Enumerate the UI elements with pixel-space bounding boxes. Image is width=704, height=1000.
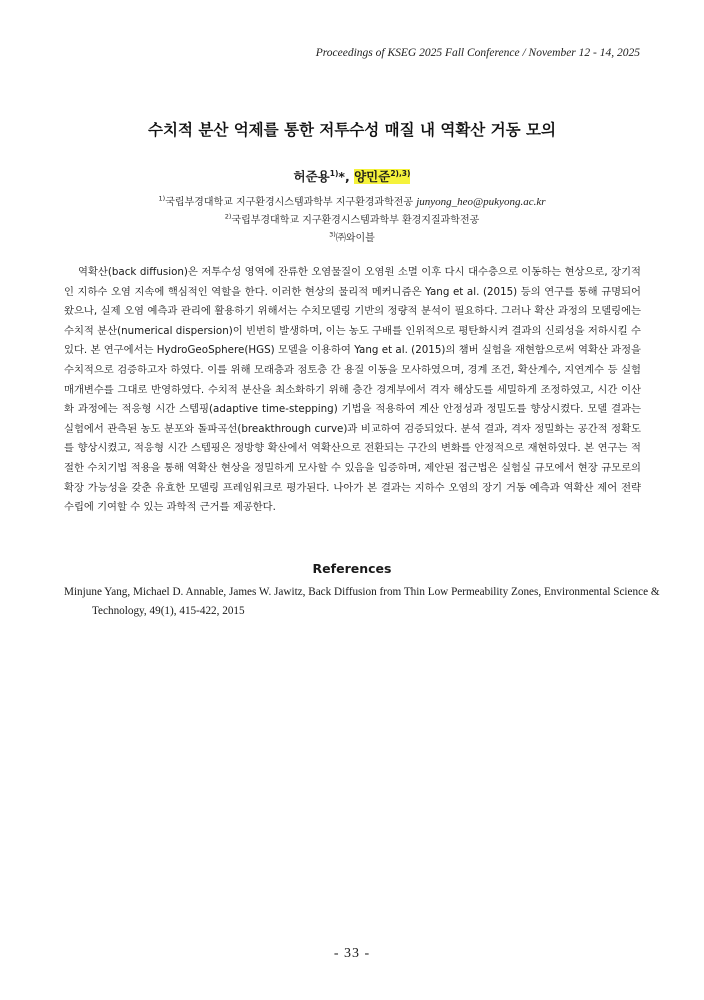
affiliation-1-mark: 1) — [158, 194, 166, 203]
author-email: junyong_heo@pukyong.ac.kr — [416, 196, 546, 208]
reference-item: Minjune Yang, Michael D. Annable, James W. Jawitz, Back Diffusion from Thin Low Permeability Zones, Environmental Science & Technology, 49(1), 415-422, 2015 — [64, 586, 660, 617]
author-1-name: 허준용 — [293, 169, 330, 184]
author-2-name: 양민준 — [354, 169, 391, 184]
affiliation-1-text: 국립부경대학교 지구환경시스템과학부 지구환경과학전공 — [165, 197, 417, 208]
corresponding-author-mark: * — [338, 169, 345, 184]
paper-title: 수치적 분산 억제를 통한 저투수성 매질 내 역확산 거동 모의 — [148, 121, 556, 139]
author-1-affiliation-mark: 1) — [329, 168, 339, 178]
affiliation-3-text: ㈜와이블 — [335, 233, 375, 244]
affiliation-2-text: 국립부경대학교 지구환경시스템과학부 환경지질과학전공 — [231, 215, 480, 226]
running-header: Proceedings of KSEG 2025 Fall Conference / November 12 - 14, 2025 — [315, 47, 640, 59]
author-separator: , — [344, 169, 355, 184]
author-2-affiliation-mark: 2),3) — [390, 168, 411, 178]
author-2-highlighted — [354, 169, 410, 184]
affiliation-2 — [0, 211, 704, 226]
affiliation-1 — [0, 193, 704, 208]
page-number: - 33 - — [333, 946, 371, 961]
author-line — [0, 167, 704, 185]
references-heading: References — [312, 561, 392, 576]
affiliation-2-mark: 2) — [224, 212, 232, 221]
abstract-paragraph: 역확산(back diffusion)은 저투수성 영역에 잔류한 오염물질이 오염원 소멸 이후 다시 대수층으로 이동하는 현상으로, 장기적인 지하수 오염 지속에 핵심적인 역할을 한다. 이러한 현상의 물리적 메커니즘은 Yang et al. (2015) 등의 연구를 통해 규명되어 왔으나, 실제 오염 예측과 관리에 활용하기 위해서는 수치모델링 기반의 정량적 분석이 필요하다. 그러나 확산 과정의 모델링에는 수치적 분산(numerical dispersion)이 빈번히 발생하며, 이는 농도 구배를 인위적으로 평탄화시켜 결과의 신뢰성을 저하시킬 수 있다. 본 연구에서는 HydroGeoSphere(HGS) 모델을 이용하여 Yang et al. (2015)의 챔버 실험을 재현함으로써 역확산 과정을 수치적으로 검증하고자 하였다. 이를 위해 모래층과 점토층 간 용질 이동을 모사하였으며, 경계 조건, 확산계수, 지연계수 등 실험 매개변수를 그대로 반영하였다. 수치적 분산을 최소화하기 위해 층간 경계부에서 격자 해상도를 세밀하게 조정하였고, 시간 이산화 과정에는 적응형 시간 스텝핑(adaptive time-stepping) 기법을 적용하여 계산 안정성과 정밀도를 향상시켰다. 모델 결과는 실험에서 관측된 농도 분포와 돌파곡선(breakthrough curve)과 비교하여 검증되었다. 분석 결과, 격자 정밀화는 공간적 정확도를 향상시켰고, 적응형 시간 스텝핑은 정방향 확산에서 역확산으로 전환되는 구간의 변화를 안정적으로 재현하였다. 본 연구는 적절한 수치기법 적용을 통해 역확산 현상을 정밀하게 모사할 수 있음을 입증하며, 제안된 접근법은 실험실 규모에서 현장 규모로의 확장 가능성을 갖춘 유효한 모델링 프레임워크로 평가된다. 나아가 본 결과는 지하수 오염의 장기 거동 예측과 역확산 제어 전략 수립에 기여할 수 있는 과학적 근거를 제공한다. — [64, 266, 641, 514]
affiliation-3-mark: 3) — [329, 230, 336, 239]
affiliation-3 — [0, 229, 704, 244]
